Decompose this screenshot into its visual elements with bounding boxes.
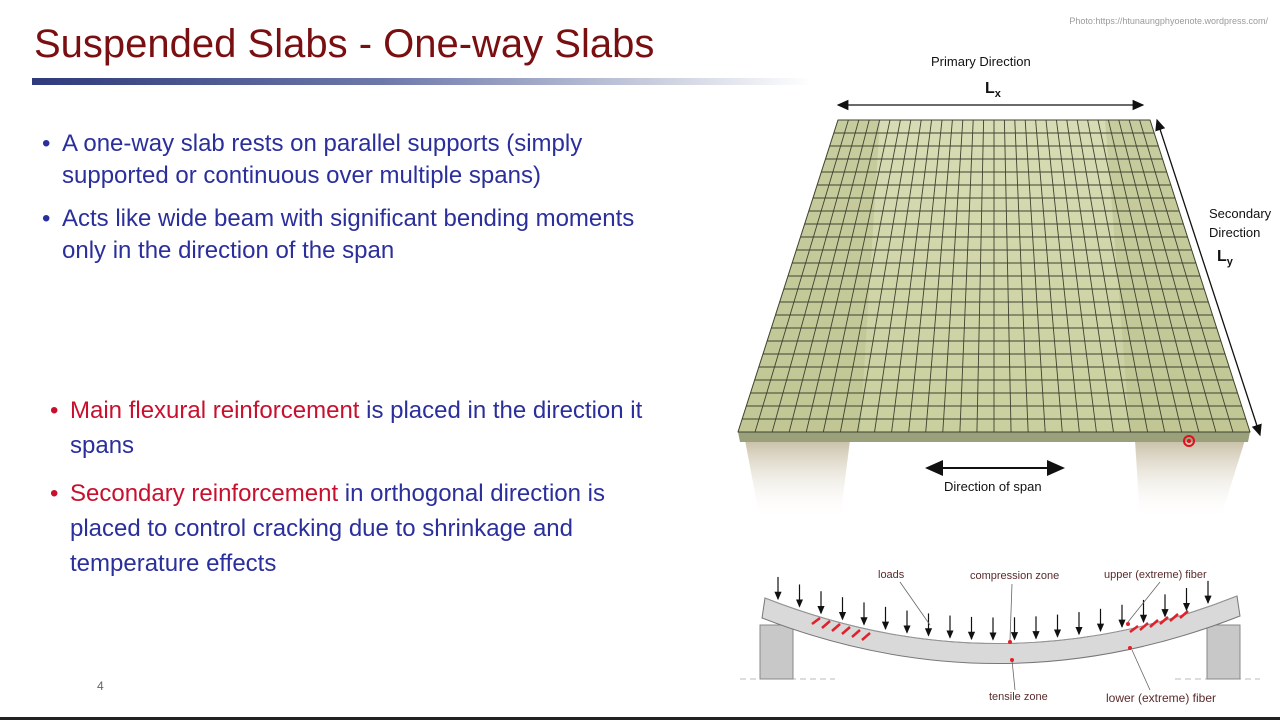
lx-letter: L bbox=[985, 80, 995, 97]
bullet-text: Acts like wide beam with significant bending moments only in the direction of the span bbox=[62, 205, 635, 264]
bullet-dot-icon: • bbox=[42, 205, 51, 232]
tensile-zone-label: tensile zone bbox=[989, 691, 1048, 703]
lx-subscript: x bbox=[994, 88, 1001, 101]
bullet-dot-icon: • bbox=[50, 397, 59, 424]
lower-fiber-leader bbox=[1132, 650, 1150, 690]
bending-diagram bbox=[740, 577, 1260, 690]
direction-of-span-label: Direction of span bbox=[944, 479, 1042, 494]
bullet-dot-icon: • bbox=[42, 130, 51, 157]
ly-letter: L bbox=[1217, 248, 1227, 265]
bullet-highlight: Main flexural reinforcement bbox=[70, 397, 360, 424]
left-column bbox=[745, 440, 850, 520]
compression-leader bbox=[1010, 584, 1012, 640]
compression-zone-label: compression zone bbox=[970, 570, 1060, 582]
bullet-text: in orthogonal direction is placed to control cracking due to shrinkage and temperature effects bbox=[70, 480, 605, 577]
loads-label: loads bbox=[878, 569, 905, 581]
slide-title: Suspended Slabs - One-way Slabs bbox=[34, 22, 655, 66]
primary-direction-label: Primary Direction bbox=[931, 54, 1031, 69]
bullet-text: is placed in the direction it spans bbox=[70, 397, 643, 459]
pointer-dot-center bbox=[1187, 439, 1191, 443]
compression-point bbox=[1008, 640, 1012, 644]
ly-label bbox=[1217, 248, 1233, 268]
tensile-leader bbox=[1012, 660, 1015, 690]
tension-point bbox=[1010, 658, 1014, 662]
loads-leader bbox=[900, 582, 930, 625]
upper-fiber-point bbox=[1126, 622, 1130, 626]
bullet-dot-icon: • bbox=[50, 480, 59, 507]
lx-label bbox=[985, 80, 1001, 100]
photo-credit: Photo:https://htunaungphyoenote.wordpress.com/ bbox=[1069, 16, 1268, 26]
lower-fiber-point bbox=[1128, 646, 1132, 650]
right-column bbox=[1135, 440, 1245, 520]
upper-fiber-label: upper (extreme) fiber bbox=[1104, 569, 1207, 581]
secondary-direction-label-line2: Direction bbox=[1209, 225, 1261, 240]
slab-edge bbox=[738, 432, 1250, 442]
bullet-text: A one-way slab rests on parallel supports (simply supported or continuous over multiple spans) bbox=[62, 130, 583, 189]
page-number: 4 bbox=[97, 679, 104, 693]
support-right bbox=[1207, 625, 1240, 679]
bullet-highlight: Secondary reinforcement bbox=[70, 480, 339, 507]
lower-fiber-label: lower (extreme) fiber bbox=[1106, 691, 1217, 705]
secondary-direction-label-line1: Secondary bbox=[1209, 206, 1272, 221]
support-left bbox=[760, 625, 793, 679]
ly-subscript: y bbox=[1226, 256, 1233, 269]
